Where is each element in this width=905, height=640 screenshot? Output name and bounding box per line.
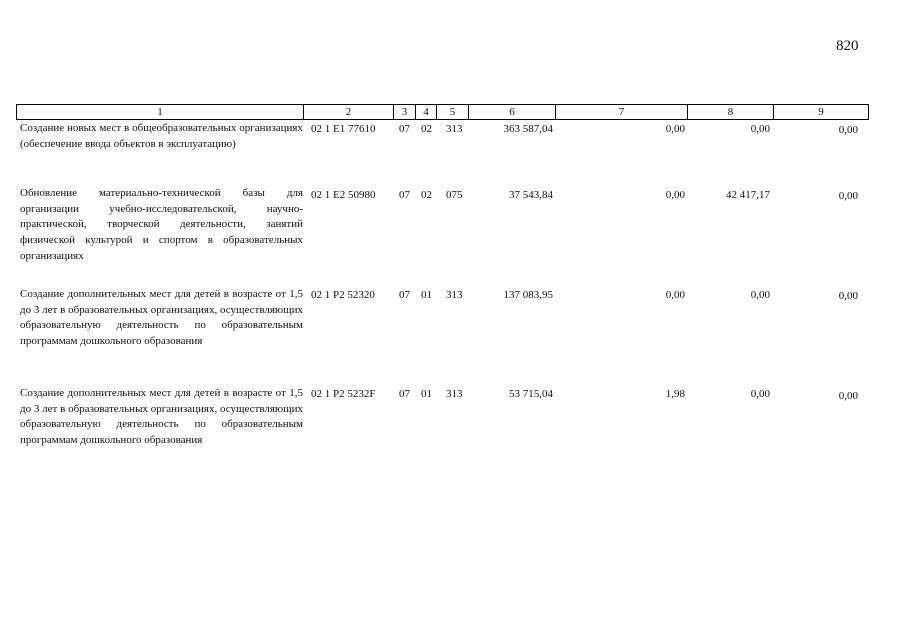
page-number: 820 [836, 38, 859, 54]
row-value-col6: 363 587,04 [503, 123, 553, 135]
header-cell-1: 1 [17, 105, 304, 119]
row-expense-type: 075 [446, 189, 463, 201]
row-value-col7: 0,00 [665, 123, 685, 135]
header-cell-5: 5 [437, 105, 469, 119]
row-section: 07 [399, 388, 410, 400]
header-cell-9: 9 [818, 106, 824, 118]
row-value-col9: 0,00 [838, 390, 858, 402]
row-expense-type: 313 [446, 123, 463, 135]
row-value-col7: 0,00 [665, 289, 685, 301]
row-description: Создание дополнительных мест для детей в возрасте от 1,5 до 3 лет в образовательных организациях, осуществляющих образовательную деятельность по образовательным программам дошкольного образования [20, 288, 303, 348]
header-cell-2: 2 [304, 105, 394, 119]
row-subsection: 02 [421, 189, 432, 201]
row-value-col6: 53 715,04 [509, 388, 553, 400]
row-value-col8: 0,00 [750, 388, 770, 400]
header-cell-7: 7 [556, 105, 688, 119]
row-value-col9: 0,00 [838, 190, 858, 202]
row-description: Обновление материально-технической базы для организации учебно-исследовательской, научно-практической, творческой деятельности, занятий физической культурой и спортом в образовательных организациях [20, 187, 303, 262]
row-expense-type: 313 [446, 289, 463, 301]
row-section: 07 [399, 189, 410, 201]
row-section: 07 [399, 123, 410, 135]
row-value-col8: 42 417,17 [726, 189, 770, 201]
row-value-col8: 0,00 [750, 289, 770, 301]
row-code: 02 1 E1 77610 [311, 123, 376, 135]
row-expense-type: 313 [446, 388, 463, 400]
header-cell-3: 3 [394, 105, 416, 119]
row-subsection: 02 [421, 123, 432, 135]
row-code: 02 1 E2 50980 [311, 189, 376, 201]
row-code: 02 1 P2 52320 [311, 289, 375, 301]
row-section: 07 [399, 289, 410, 301]
row-description: Создание дополнительных мест для детей в возрасте от 1,5 до 3 лет в образовательных организациях, осуществляющих образовательную деятельность по образовательным программам дошкольного образования [20, 387, 303, 447]
header-cell-6: 6 [469, 105, 556, 119]
header-cell-8: 8 [688, 105, 774, 119]
row-value-col6: 137 083,95 [503, 289, 553, 301]
row-description: Создание новых мест в общеобразовательных организациях (обеспечение ввода объектов в эксплуатацию) [20, 122, 303, 150]
row-value-col7: 1,98 [665, 388, 685, 400]
header-cell-4: 4 [416, 105, 437, 119]
row-subsection: 01 [421, 388, 432, 400]
row-value-col6: 37 543,84 [509, 189, 553, 201]
row-value-col7: 0,00 [665, 189, 685, 201]
table-header-row [16, 104, 869, 120]
row-value-col9: 0,00 [838, 124, 858, 136]
row-value-col8: 0,00 [750, 123, 770, 135]
row-code: 02 1 P2 5232F [311, 388, 376, 400]
row-value-col9: 0,00 [838, 290, 858, 302]
row-subsection: 01 [421, 289, 432, 301]
